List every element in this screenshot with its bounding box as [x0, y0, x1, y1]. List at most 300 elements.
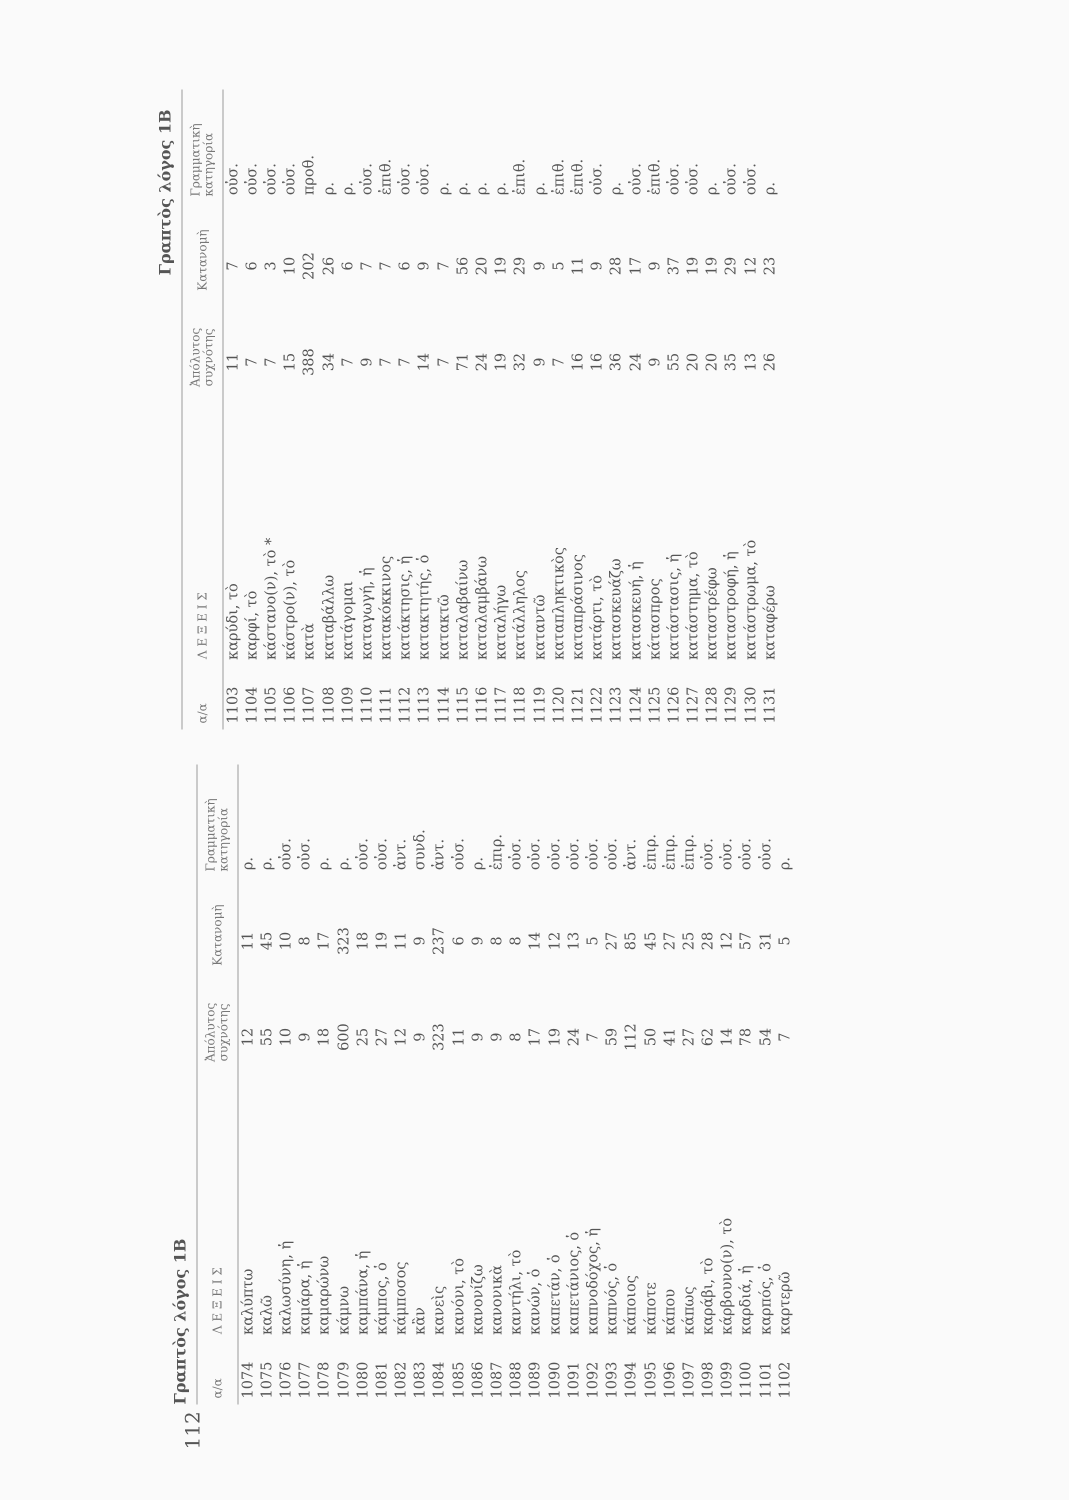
row-category: ρ. [470, 857, 487, 871]
table-row [411, 765, 430, 1405]
row-category: ἐπιθ. [570, 158, 587, 196]
row-number: 1119 [532, 686, 549, 724]
table-row [258, 765, 277, 1405]
header-number: α/α [210, 1378, 224, 1399]
row-distribution: 85 [623, 931, 640, 951]
table-row [296, 765, 315, 1405]
row-frequency: 16 [589, 352, 606, 372]
table-row [239, 765, 258, 1405]
row-category: ἐπιθ. [512, 158, 529, 196]
row-word: καταστρέφω [704, 567, 721, 660]
table-row [492, 90, 511, 730]
row-word: κάρβουνο(ν), τὸ [719, 1217, 736, 1335]
row-word: κάμπος, ὁ [374, 1262, 391, 1335]
row-number: 1091 [566, 1361, 583, 1399]
row-number: 1124 [628, 686, 645, 724]
row-distribution: 8 [297, 936, 314, 946]
row-frequency: 7 [585, 1032, 602, 1042]
table-row [224, 90, 243, 730]
row-word: καταπράσινος [570, 554, 587, 660]
table-row [550, 90, 569, 730]
row-category: ἀντ. [431, 838, 448, 871]
row-number: 1113 [416, 686, 433, 724]
row-frequency: 600 [336, 1023, 353, 1051]
row-category: ρ. [608, 182, 625, 196]
row-distribution: 7 [378, 261, 395, 271]
row-category: οὐσ. [359, 163, 376, 196]
row-distribution: 12 [719, 931, 736, 951]
row-distribution: 9 [589, 261, 606, 271]
row-frequency: 24 [628, 352, 645, 372]
row-distribution: 9 [416, 261, 433, 271]
row-word: καταντῶ [532, 594, 549, 660]
row-distribution: 27 [662, 931, 679, 951]
table-row [737, 765, 756, 1405]
table-row [392, 765, 411, 1405]
row-number: 1110 [359, 686, 376, 724]
row-category: οὐσ. [263, 163, 280, 196]
row-distribution: 10 [278, 931, 295, 951]
row-frequency: 9 [647, 357, 664, 367]
row-word: κατάλληλος [512, 570, 529, 660]
table-row [699, 765, 718, 1405]
row-number: 1097 [681, 1361, 698, 1399]
row-number: 1080 [355, 1361, 372, 1399]
row-distribution: 19 [374, 931, 391, 951]
row-distribution: 45 [259, 931, 276, 951]
row-distribution: 7 [359, 261, 376, 271]
row-distribution: 10 [282, 256, 299, 276]
row-word: καλύπτω [240, 1268, 257, 1335]
row-frequency: 9 [489, 1032, 506, 1042]
row-word: κατάστρωμα, τὸ [743, 539, 760, 660]
row-distribution: 5 [585, 936, 602, 946]
row-number: 1087 [489, 1361, 506, 1399]
row-word: καταβάλλω [321, 574, 338, 660]
row-number: 1120 [551, 686, 568, 724]
row-number: 1114 [436, 686, 453, 724]
row-category: οὐσ. [225, 163, 242, 196]
row-distribution: 23 [762, 256, 779, 276]
row-frequency: 7 [340, 357, 357, 367]
row-distribution: 6 [451, 936, 468, 946]
row-category: οὐσ. [282, 163, 299, 196]
row-category: ρ. [436, 182, 453, 196]
row-category: οὐσ. [700, 838, 717, 871]
row-frequency: 24 [566, 1027, 583, 1047]
row-distribution: 17 [628, 256, 645, 276]
header-frequency: Ἀπόλυτος συχνότης [203, 1002, 231, 1063]
row-number: 1103 [225, 686, 242, 724]
row-number: 1088 [508, 1361, 525, 1399]
row-word: κατάστασις, ἡ [666, 553, 683, 660]
row-frequency: 26 [762, 352, 779, 372]
row-number: 1125 [647, 686, 664, 724]
row-word: κάμποσος [393, 1261, 410, 1335]
table-row [334, 765, 353, 1405]
row-number: 1106 [282, 686, 299, 724]
row-category: ρ. [340, 182, 357, 196]
row-word: καπετάνιος, ὁ [566, 1231, 583, 1335]
row-word: κατακτητής, ὁ [416, 554, 433, 660]
row-category: ἐπιρ. [643, 834, 660, 871]
row-word: καμαρώνω [316, 1255, 333, 1335]
header-category: Γραμματικὴ κατηγορία [203, 798, 231, 872]
row-number: 1105 [263, 686, 280, 724]
row-word: κἂν [412, 1307, 429, 1335]
row-category: οὐσ. [666, 163, 683, 196]
row-word: κανών, ὁ [527, 1268, 544, 1335]
row-distribution: 7 [225, 261, 242, 271]
table-row [243, 90, 262, 730]
row-category: οὐσ. [723, 163, 740, 196]
table-row [281, 90, 300, 730]
table-row [565, 765, 584, 1405]
row-word: καρδιά, ἡ [738, 1265, 755, 1335]
row-distribution: 6 [397, 261, 414, 271]
row-frequency: 323 [431, 1023, 448, 1051]
table-row [665, 90, 684, 730]
row-frequency: 9 [297, 1032, 314, 1042]
table-row [396, 90, 415, 730]
row-category: ρ. [321, 182, 338, 196]
row-word: κατασκευή, ἡ [628, 561, 645, 660]
row-number: 1111 [378, 686, 395, 724]
row-number: 1083 [412, 1361, 429, 1399]
row-category: οὐσ. [585, 838, 602, 871]
row-distribution: 18 [355, 931, 372, 951]
row-category: οὐσ. [758, 838, 775, 871]
row-word: κατακόκκινος [378, 555, 395, 660]
row-category: οὐσ. [297, 838, 314, 871]
row-distribution: 29 [723, 256, 740, 276]
row-category: οὐσ. [355, 838, 372, 871]
row-number: 1082 [393, 1361, 410, 1399]
row-distribution: 57 [738, 931, 755, 951]
row-category: ἐπιθ. [378, 158, 395, 196]
row-category: οὐσ. [589, 163, 606, 196]
row-number: 1077 [297, 1361, 314, 1399]
table-row [354, 765, 373, 1405]
row-distribution: 19 [704, 256, 721, 276]
row-frequency: 20 [685, 352, 702, 372]
table-row [546, 765, 565, 1405]
row-word: καλῶ [259, 1294, 276, 1335]
row-word: κάποτε [643, 1282, 660, 1335]
table-row [718, 765, 737, 1405]
row-frequency: 17 [527, 1027, 544, 1047]
row-number: 1118 [512, 686, 529, 724]
row-category: ρ. [777, 857, 794, 871]
row-word: καρφί, τὸ [244, 590, 261, 660]
row-word: κάστανο(ν), τὸ * [263, 537, 280, 660]
row-word: κάποιος [623, 1275, 640, 1335]
row-category: προθ. [301, 155, 318, 196]
row-frequency: 32 [512, 352, 529, 372]
row-category: ρ. [532, 182, 549, 196]
row-word: κατάκτησις, ἡ [397, 555, 414, 660]
row-number: 1095 [643, 1361, 660, 1399]
left-table-body [239, 765, 795, 1405]
table-row [300, 90, 319, 730]
table-row [703, 90, 722, 730]
row-word: καλωσύνη, ἡ [278, 1240, 295, 1335]
row-frequency: 35 [723, 352, 740, 372]
row-word: κάμνω [336, 1285, 353, 1335]
row-distribution: 17 [316, 931, 333, 951]
row-distribution: 9 [412, 936, 429, 946]
table-row [469, 765, 488, 1405]
row-number: 1131 [762, 686, 779, 724]
row-category: ἐπιρ. [662, 834, 679, 871]
table-row [319, 90, 338, 730]
row-distribution: 12 [743, 256, 760, 276]
table-row [722, 90, 741, 730]
table-row [646, 90, 665, 730]
table-row [776, 765, 795, 1405]
row-number: 1112 [397, 686, 414, 724]
row-distribution: 202 [301, 252, 318, 280]
row-distribution: 13 [566, 931, 583, 951]
row-number: 1123 [608, 686, 625, 724]
table-row [626, 90, 645, 730]
row-distribution: 9 [647, 261, 664, 271]
row-category: ρ. [762, 182, 779, 196]
row-word: καμάρα, ἡ [297, 1260, 314, 1335]
row-category: οὐσ. [508, 838, 525, 871]
row-distribution: 7 [436, 261, 453, 271]
row-word: καρπός, ὁ [758, 1263, 775, 1335]
row-category: οὐσ. [604, 838, 621, 871]
row-frequency: 25 [355, 1027, 372, 1047]
row-frequency: 14 [416, 352, 433, 372]
header-distribution: Κατανομὴ [195, 229, 209, 291]
row-word: καντήλι, τὸ [508, 1249, 525, 1335]
row-word: καταλαμβάνω [474, 555, 491, 660]
table-row [430, 765, 449, 1405]
table-row [415, 90, 434, 730]
table-row [339, 90, 358, 730]
row-number: 1093 [604, 1361, 621, 1399]
row-number: 1108 [321, 686, 338, 724]
row-distribution: 14 [527, 931, 544, 951]
row-word: κάπως [681, 1286, 698, 1335]
table-row [742, 90, 761, 730]
table-row [511, 90, 530, 730]
row-distribution: 28 [608, 256, 625, 276]
row-number: 1101 [758, 1361, 775, 1399]
table-row [680, 765, 699, 1405]
row-frequency: 15 [282, 352, 299, 372]
right-table-body [224, 90, 780, 730]
row-number: 1089 [527, 1361, 544, 1399]
row-number: 1086 [470, 1361, 487, 1399]
table-row [603, 765, 622, 1405]
row-frequency: 19 [547, 1027, 564, 1047]
row-frequency: 18 [316, 1027, 333, 1047]
row-word: κάστρο(ν), τὸ [282, 559, 299, 660]
row-category: ρ. [240, 857, 257, 871]
row-number: 1078 [316, 1361, 333, 1399]
row-category: ρ. [316, 857, 333, 871]
row-distribution: 20 [474, 256, 491, 276]
row-distribution: 12 [547, 931, 564, 951]
row-number: 1074 [240, 1361, 257, 1399]
row-word: κανεὶς [431, 1285, 448, 1335]
row-category: οὐσ. [566, 838, 583, 871]
row-distribution: 56 [455, 256, 472, 276]
row-frequency: 36 [608, 352, 625, 372]
row-category: οὐσ. [451, 838, 468, 871]
row-category: οὐσ. [244, 163, 261, 196]
row-word: κατὰ [301, 623, 318, 660]
row-distribution: 11 [570, 256, 587, 276]
row-number: 1094 [623, 1361, 640, 1399]
header-distribution: Κατανομὴ [210, 904, 224, 966]
row-number: 1130 [743, 686, 760, 724]
row-number: 1098 [700, 1361, 717, 1399]
row-word: κανονικὰ [489, 1265, 506, 1335]
table-row [473, 90, 492, 730]
row-category: ρ. [704, 182, 721, 196]
row-number: 1121 [570, 686, 587, 724]
row-distribution: 37 [666, 256, 683, 276]
row-distribution: 8 [489, 936, 506, 946]
page-number: 112 [180, 1411, 205, 1450]
row-frequency: 7 [551, 357, 568, 367]
table-row [315, 765, 334, 1405]
row-number: 1129 [723, 686, 740, 724]
row-distribution: 45 [643, 931, 660, 951]
row-distribution: 19 [685, 256, 702, 276]
row-frequency: 54 [758, 1027, 775, 1047]
table-row [531, 90, 550, 730]
row-word: καρύδι, τὸ [225, 583, 242, 660]
row-category: οὐσ. [416, 163, 433, 196]
row-frequency: 27 [681, 1027, 698, 1047]
row-frequency: 71 [455, 352, 472, 372]
row-frequency: 19 [493, 352, 510, 372]
row-distribution: 28 [700, 931, 717, 951]
row-number: 1075 [259, 1361, 276, 1399]
row-number: 1081 [374, 1361, 391, 1399]
row-frequency: 7 [263, 357, 280, 367]
row-number: 1096 [662, 1361, 679, 1399]
table-row [588, 90, 607, 730]
table-row [641, 765, 660, 1405]
row-distribution: 31 [758, 931, 775, 951]
row-number: 1116 [474, 686, 491, 724]
row-frequency: 59 [604, 1027, 621, 1047]
row-frequency: 10 [278, 1027, 295, 1047]
left-table-panel [171, 765, 795, 1405]
table-row [684, 90, 703, 730]
table-row [373, 765, 392, 1405]
row-distribution: 11 [393, 931, 410, 951]
row-distribution: 11 [240, 931, 257, 951]
row-distribution: 26 [321, 256, 338, 276]
row-word: καταγωγή, ἡ [359, 567, 376, 660]
row-category: οὐσ. [397, 163, 414, 196]
left-table-header [197, 765, 239, 1405]
row-word: κατάρτι, τὸ [589, 574, 606, 660]
row-number: 1117 [493, 686, 510, 724]
row-word: κάπου [662, 1288, 679, 1335]
rotated-page [1, 0, 1069, 1500]
row-category: ἐπιθ. [551, 158, 568, 196]
table-row [454, 90, 473, 730]
table-row [569, 90, 588, 730]
row-category: ἀντ. [393, 838, 410, 871]
row-number: 1079 [336, 1361, 353, 1399]
row-distribution: 27 [604, 931, 621, 951]
row-distribution: 19 [493, 256, 510, 276]
row-number: 1104 [244, 686, 261, 724]
row-category: οὐσ. [719, 838, 736, 871]
row-frequency: 7 [397, 357, 414, 367]
row-distribution: 29 [512, 256, 529, 276]
row-distribution: 6 [340, 261, 357, 271]
row-category: ρ. [493, 182, 510, 196]
table-row [757, 765, 776, 1405]
table-row [507, 765, 526, 1405]
row-distribution: 6 [244, 261, 261, 271]
row-frequency: 41 [662, 1027, 679, 1047]
table-row [661, 765, 680, 1405]
table-row [358, 90, 377, 730]
row-category: ἐπιθ. [647, 158, 664, 196]
row-category: ρ. [455, 182, 472, 196]
row-word: καταφέρω [762, 585, 779, 660]
row-category: οὐσ. [527, 838, 544, 871]
row-frequency: 9 [470, 1032, 487, 1042]
row-word: κατακτῶ [436, 594, 453, 660]
row-number: 1102 [777, 1361, 794, 1399]
row-frequency: 50 [643, 1027, 660, 1047]
row-word: καταλαβαίνω [455, 559, 472, 660]
row-word: καταπληκτικὸς [551, 547, 568, 660]
row-distribution: 237 [431, 927, 448, 955]
row-category: οὐσ. [743, 163, 760, 196]
row-category: ρ. [259, 857, 276, 871]
row-number: 1126 [666, 686, 683, 724]
row-frequency: 9 [359, 357, 376, 367]
row-category: οὐσ. [547, 838, 564, 871]
row-number: 1127 [685, 686, 702, 724]
header-frequency: Ἀπόλυτος συχνότης [188, 327, 216, 388]
row-word: καράβι, τὸ [700, 1257, 717, 1335]
row-number: 1107 [301, 686, 318, 724]
row-word: κατάγομαι [340, 580, 357, 660]
row-word: κατάστημα, τὸ [685, 551, 702, 660]
row-word: καταστροφή, ἡ [723, 551, 740, 660]
row-frequency: 7 [436, 357, 453, 367]
row-category: ἐπιρ. [489, 834, 506, 871]
row-distribution: 9 [470, 936, 487, 946]
row-word: καμπάνα, ἡ [355, 1250, 372, 1335]
row-number: 1092 [585, 1361, 602, 1399]
row-category: οὐσ. [278, 838, 295, 871]
row-category: συνδ. [412, 829, 429, 871]
right-table-title: Γραπτὸς λόγος 1Β [155, 109, 175, 276]
row-frequency: 11 [451, 1027, 468, 1047]
right-table-panel [156, 90, 780, 730]
table-row [761, 90, 780, 730]
row-distribution: 8 [508, 936, 525, 946]
header-words: Λ Ε Ξ Ε Ι Σ [195, 592, 209, 660]
row-frequency: 55 [259, 1027, 276, 1047]
row-distribution: 323 [336, 927, 353, 955]
